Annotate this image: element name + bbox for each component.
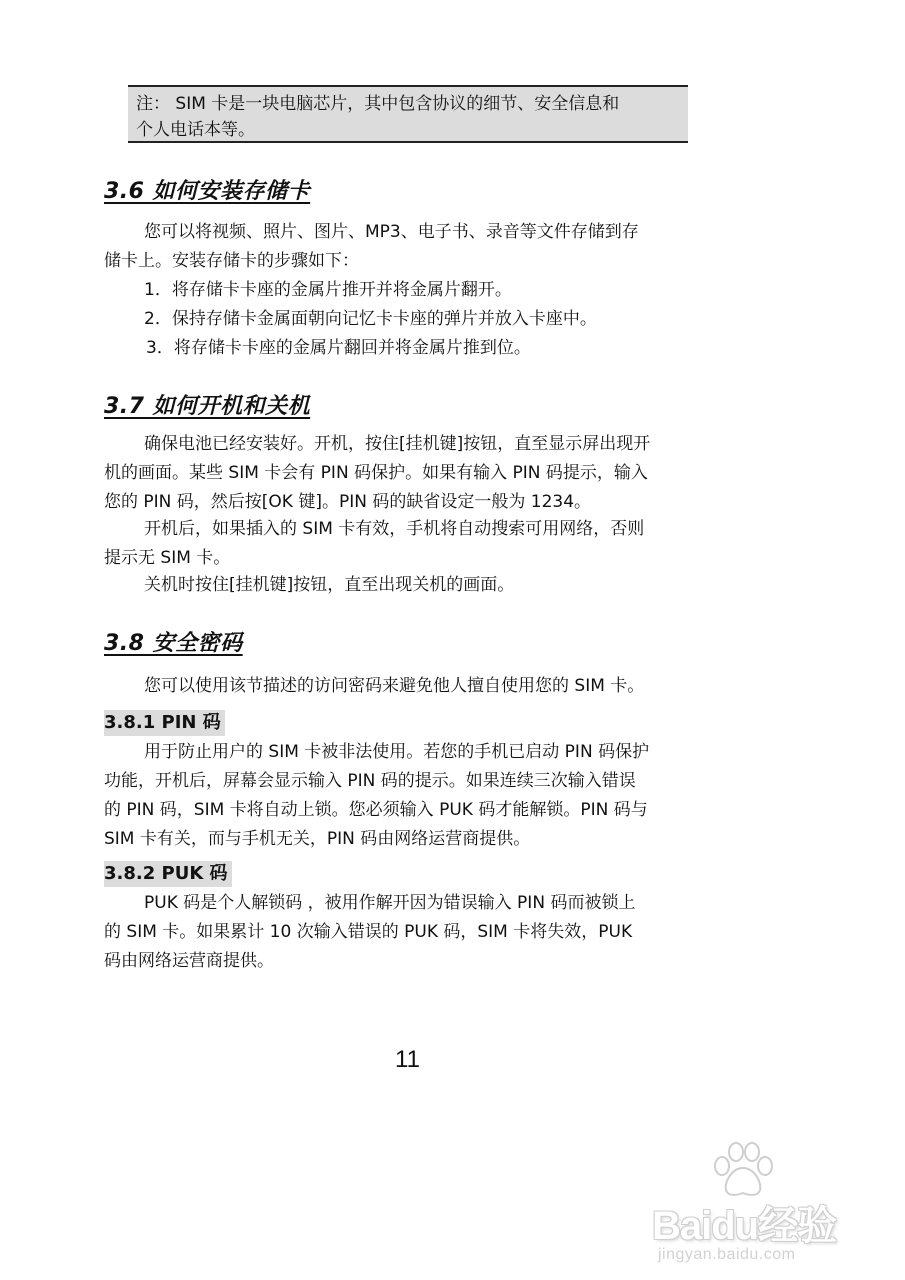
note-line: 注： SIM 卡是一块电脑芯片，其中包含协议的细节、安全信息和: [136, 94, 620, 114]
watermark-brand: Baidu经验: [652, 1204, 837, 1248]
watermark-url: jingyan.baidu.com: [658, 1246, 796, 1263]
para-line: PUK 码是个人解锁码 ，被用作解开因为错误输入 PIN 码而被锁上: [144, 893, 636, 913]
section-3-7-para-2: [104, 515, 716, 573]
para-line: 开机后，如果插入的 SIM 卡有效，手机将自动搜索可用网络，否则: [144, 519, 645, 539]
install-step-1: 1．将存储卡卡座的金属片推开并将金属片翻开。: [144, 280, 512, 300]
section-3-7-para-1: [104, 430, 716, 517]
para-line: 用于防止用户的 SIM 卡被非法使用。若您的手机已启动 PIN 码保护: [144, 742, 650, 762]
para-line: 功能，开机后，屏幕会显示输入 PIN 码的提示。如果连续三次输入错误: [104, 771, 636, 791]
subsection-heading-pin: 3.8.1 PIN 码: [104, 710, 225, 736]
subsection-heading-puk: 3.8.2 PUK 码: [104, 861, 232, 887]
para-line: 关机时按住[挂机键]按钮，直至出现关机的画面。: [144, 575, 515, 595]
section-heading-3-7: 3.7 如何开机和关机: [104, 394, 311, 419]
install-step-3: 3．将存储卡卡座的金属片翻回并将金属片推到位。: [146, 338, 531, 358]
para-line: 的 SIM 卡。如果累计 10 次输入错误的 PUK 码，SIM 卡将失效，PUK: [104, 922, 633, 942]
pin-paragraph: [104, 738, 716, 854]
puk-paragraph: [104, 889, 716, 976]
para-line: 您可以使用该节描述的访问密码来避免他人擅自使用您的 SIM 卡。: [144, 676, 645, 696]
para-line: SIM 卡有关，而与手机无关，PIN 码由网络运营商提供。: [104, 829, 531, 849]
install-step-2: 2．保持存储卡金属面朝向记忆卡卡座的弹片并放入卡座中。: [144, 309, 597, 329]
section-heading-3-6: 3.6 如何安装存储卡: [104, 179, 311, 204]
intro-line: 您可以将视频、照片、图片、MP3、电子书、录音等文件存储到存: [144, 222, 639, 242]
note-line: 个人电话本等。: [136, 120, 255, 140]
note-box: [128, 85, 688, 143]
para-line: 的 PIN 码，SIM 卡将自动上锁。您必须输入 PUK 码才能解锁。PIN 码与: [104, 800, 648, 820]
para-line: 您的 PIN 码，然后按[OK 键]。PIN 码的缺省设定一般为 1234。: [104, 492, 592, 512]
baidu-watermark: [648, 1140, 888, 1280]
para-line: 确保电池已经安装好。开机，按住[挂机键]按钮，直至显示屏出现开: [144, 434, 651, 454]
section-3-7-para-3: [104, 571, 716, 600]
para-line: 码由网络运营商提供。: [104, 951, 274, 971]
intro-line: 储卡上。安装存储卡的步骤如下：: [104, 251, 359, 271]
page-number: 11: [395, 1046, 420, 1073]
section-3-6-intro: [104, 218, 716, 276]
section-heading-3-8: 3.8 安全密码: [104, 631, 243, 656]
para-line: 提示无 SIM 卡。: [104, 548, 231, 568]
baidu-paw-icon: [708, 1140, 778, 1200]
section-3-8-intro: [104, 672, 716, 701]
para-line: 机的画面。某些 SIM 卡会有 PIN 码保护。如果有输入 PIN 码提示，输入: [104, 463, 648, 483]
